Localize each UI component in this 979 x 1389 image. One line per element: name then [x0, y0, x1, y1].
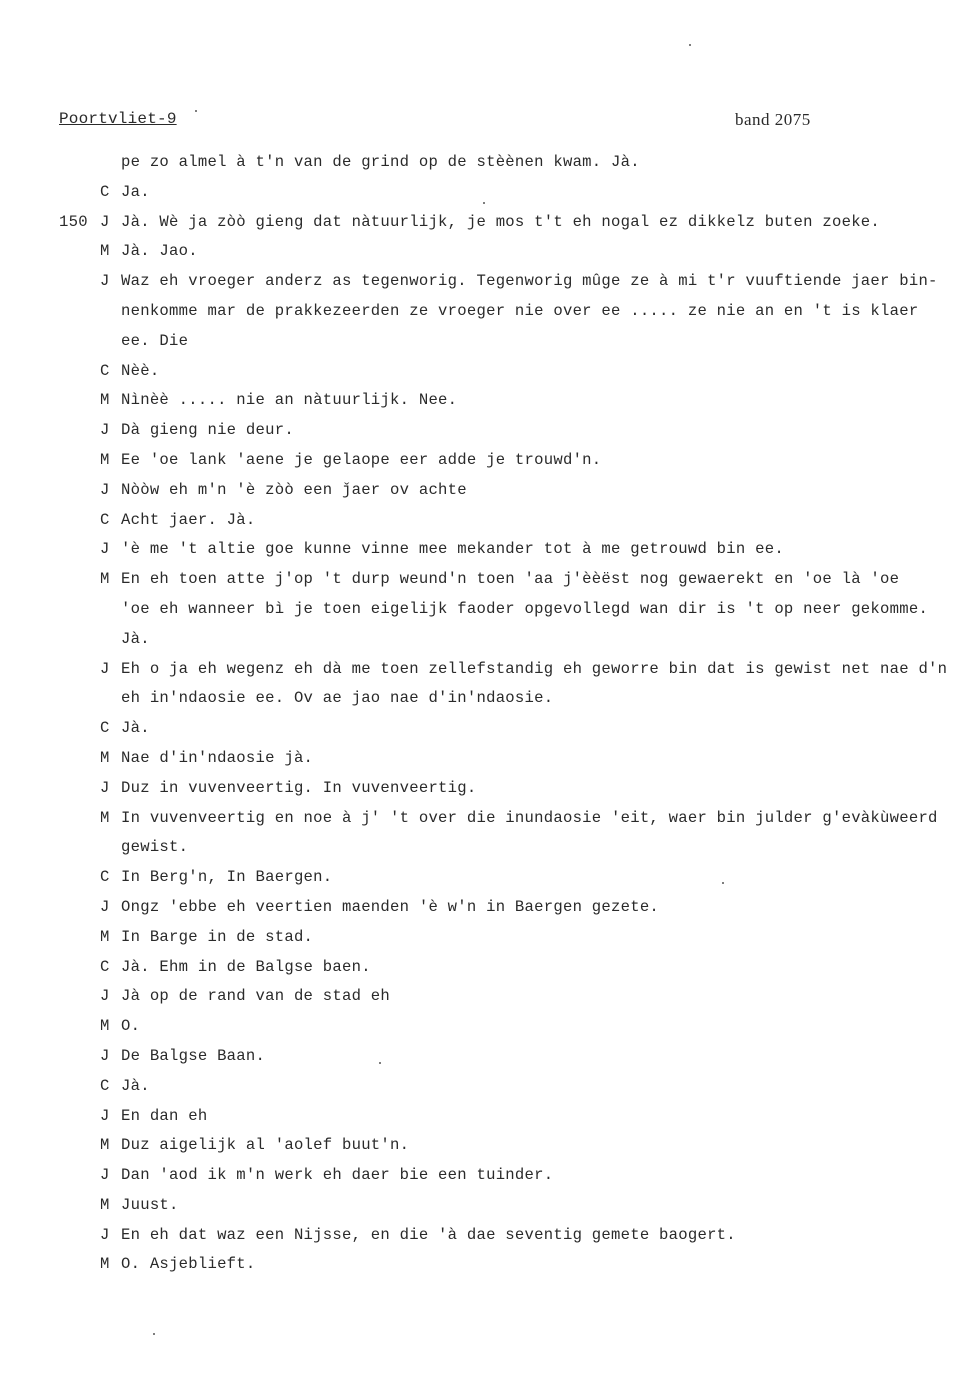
utterance-text: Waz eh vroeger anderz as tegenworig. Tegenworig mûge ze à mi t'r vuuftiende jaer bin- — [121, 272, 938, 291]
transcript-line — [0, 1250, 979, 1280]
utterance-text: Jà. — [121, 629, 150, 648]
utterance-text: Duz aigelijk al 'aolef buut'n. — [121, 1136, 410, 1155]
transcript-line — [0, 506, 979, 536]
speaker-label: C — [100, 361, 110, 380]
transcript-line — [0, 148, 979, 178]
utterance-text: pe zo almel à t'n van de grind op de stèènen kwam. Jà. — [121, 153, 640, 171]
transcript-line — [0, 476, 979, 506]
speaker-label: J — [100, 1046, 110, 1065]
speaker-label: M — [100, 1195, 110, 1214]
transcript-line — [0, 1102, 979, 1132]
speaker-label: J — [100, 421, 110, 440]
speaker-label: C — [100, 510, 110, 529]
utterance-text: Nae d'in'ndaosie jà. — [121, 748, 314, 767]
utterance-text: Jà. — [121, 1076, 150, 1095]
transcript-line — [0, 804, 979, 834]
utterance-text: O. Asjeblieft. — [121, 1255, 256, 1274]
transcript-line — [0, 386, 979, 416]
utterance-text: Ja. — [121, 182, 150, 201]
speaker-label: M — [100, 1017, 110, 1036]
utterance-text: In Barge in de stad. — [121, 927, 314, 946]
transcript-line — [0, 953, 979, 983]
tape-number: band 2075 — [735, 110, 811, 129]
utterance-text: En eh dat waz een Nijsse, en die 'à dae seventig gemete baogert. — [121, 1225, 736, 1244]
scan-speck — [483, 202, 485, 204]
speaker-label: M — [100, 450, 110, 469]
utterance-text: 'oe eh wanneer bì je toen eigelijk faoder opgevollegd wan dir is 't op neer gekomme. — [121, 599, 929, 618]
speaker-label: M — [100, 748, 110, 767]
utterance-text: Ee 'oe lank 'aene je gelaope eer adde je trouwd'n. — [121, 450, 602, 469]
transcript-line — [0, 595, 979, 625]
utterance-text: Jà op de rand van de stad eh — [121, 987, 391, 1006]
transcript-line — [0, 684, 979, 714]
speaker-label: J — [100, 987, 110, 1006]
speaker-label: C — [100, 957, 110, 976]
speaker-label: J — [100, 1106, 110, 1125]
scan-speck — [379, 1062, 381, 1064]
scan-speck — [722, 882, 724, 884]
utterance-text: En dan eh — [121, 1106, 208, 1125]
transcript-line — [0, 327, 979, 357]
utterance-text: ee. Die — [121, 331, 189, 350]
document-id: Poortvliet-9 — [59, 110, 177, 128]
utterance-text: Nòòw eh m'n 'è zòò een ǰaer ov achte — [121, 480, 467, 499]
utterance-text: Jà. Jao. — [121, 242, 198, 261]
utterance-text: Eh o ja eh wegenz eh dà me toen zellefstandig eh geworre bin dat is gewist net nae d'n — [121, 659, 948, 678]
speaker-label: J — [100, 897, 110, 916]
transcript-line — [0, 208, 979, 238]
utterance-text: In Berg'n, In Baergen. — [121, 868, 333, 887]
transcript-line — [0, 1042, 979, 1072]
utterance-text: Dà gieng nie deur. — [121, 421, 294, 440]
transcript-line — [0, 535, 979, 565]
speaker-label: C — [100, 719, 110, 738]
speaker-label: C — [100, 868, 110, 887]
transcript-line — [0, 982, 979, 1012]
transcript-line — [0, 1191, 979, 1221]
utterance-text: Nèè. — [121, 361, 160, 380]
scan-speck — [153, 1333, 155, 1335]
transcript-line — [0, 237, 979, 267]
line-number-marker: 150 — [59, 212, 88, 231]
utterance-text: Jà. Wè ja zòò gieng dat nàtuurlijk, je mos t't eh nogal ez dikkelz buten zoeke. — [121, 212, 881, 231]
speaker-label: J — [100, 1166, 110, 1185]
transcript-body — [0, 148, 979, 1280]
scan-speck — [195, 110, 197, 112]
transcript-line — [0, 1221, 979, 1251]
scan-speck — [689, 44, 691, 46]
utterance-text: De Balgse Baan. — [121, 1046, 266, 1065]
transcript-line — [0, 178, 979, 208]
utterance-text: Juust. — [121, 1195, 179, 1214]
utterance-text: Ongz 'ebbe eh veertien maenden 'è w'n in Baergen gezete. — [121, 897, 660, 916]
speaker-label: J — [100, 1225, 110, 1244]
speaker-label: M — [100, 1255, 110, 1274]
transcript-line — [0, 893, 979, 923]
transcript-line — [0, 416, 979, 446]
transcript-line — [0, 446, 979, 476]
speaker-label: M — [100, 242, 110, 261]
utterance-text: gewist. — [121, 838, 189, 857]
utterance-text: In vuvenveertig en noe à j' 't over die inundaosie 'eit, waer bin julder g'evàkùweerd — [121, 808, 938, 827]
utterance-text: Nìnèè ..... nie an nàtuurlijk. Nee. — [121, 391, 458, 410]
transcript-line — [0, 1161, 979, 1191]
transcript-line — [0, 863, 979, 893]
transcript-line — [0, 357, 979, 387]
transcript-line — [0, 744, 979, 774]
speaker-label: J — [100, 480, 110, 499]
speaker-label: C — [100, 182, 110, 201]
speaker-label: M — [100, 927, 110, 946]
transcript-line — [0, 833, 979, 863]
transcript-line — [0, 625, 979, 655]
utterance-text: 'è me 't altie goe kunne vinne mee mekander tot à me getrouwd bin ee. — [121, 540, 784, 559]
transcript-line — [0, 655, 979, 685]
utterance-text: eh in'ndaosie ee. Ov ae jao nae d'in'ndaosie. — [121, 689, 554, 708]
transcript-line — [0, 923, 979, 953]
speaker-label: M — [100, 1136, 110, 1155]
speaker-label: J — [100, 212, 110, 231]
transcript-line — [0, 565, 979, 595]
utterance-text: nenkomme mar de prakkezeerden ze vroeger nie over ee ..... ze nie an en 't is klaer — [121, 301, 919, 320]
speaker-label: J — [100, 778, 110, 797]
speaker-label: J — [100, 272, 110, 291]
speaker-label: M — [100, 391, 110, 410]
utterance-text: Duz in vuvenveertig. In vuvenveertig. — [121, 778, 477, 797]
transcript-line — [0, 297, 979, 327]
transcript-line — [0, 714, 979, 744]
speaker-label: M — [100, 808, 110, 827]
transcript-line — [0, 1131, 979, 1161]
speaker-label: J — [100, 540, 110, 559]
transcript-line — [0, 1072, 979, 1102]
utterance-text: Jà. Ehm in de Balgse baen. — [121, 957, 371, 976]
speaker-label: C — [100, 1076, 110, 1095]
utterance-text: Jà. — [121, 719, 150, 738]
speaker-label: M — [100, 570, 110, 589]
transcript-line — [0, 774, 979, 804]
utterance-text: Dan 'aod ik m'n werk eh daer bie een tuinder. — [121, 1166, 554, 1185]
utterance-text: O. — [121, 1017, 141, 1036]
transcript-line — [0, 1012, 979, 1042]
transcript-line — [0, 267, 979, 297]
utterance-text: Acht jaer. Jà. — [121, 510, 256, 529]
speaker-label: J — [100, 659, 110, 678]
utterance-text: En eh toen atte j'op 't durp weund'n toen 'aa j'èèëst nog gewaerekt en 'oe là 'oe — [121, 570, 900, 589]
